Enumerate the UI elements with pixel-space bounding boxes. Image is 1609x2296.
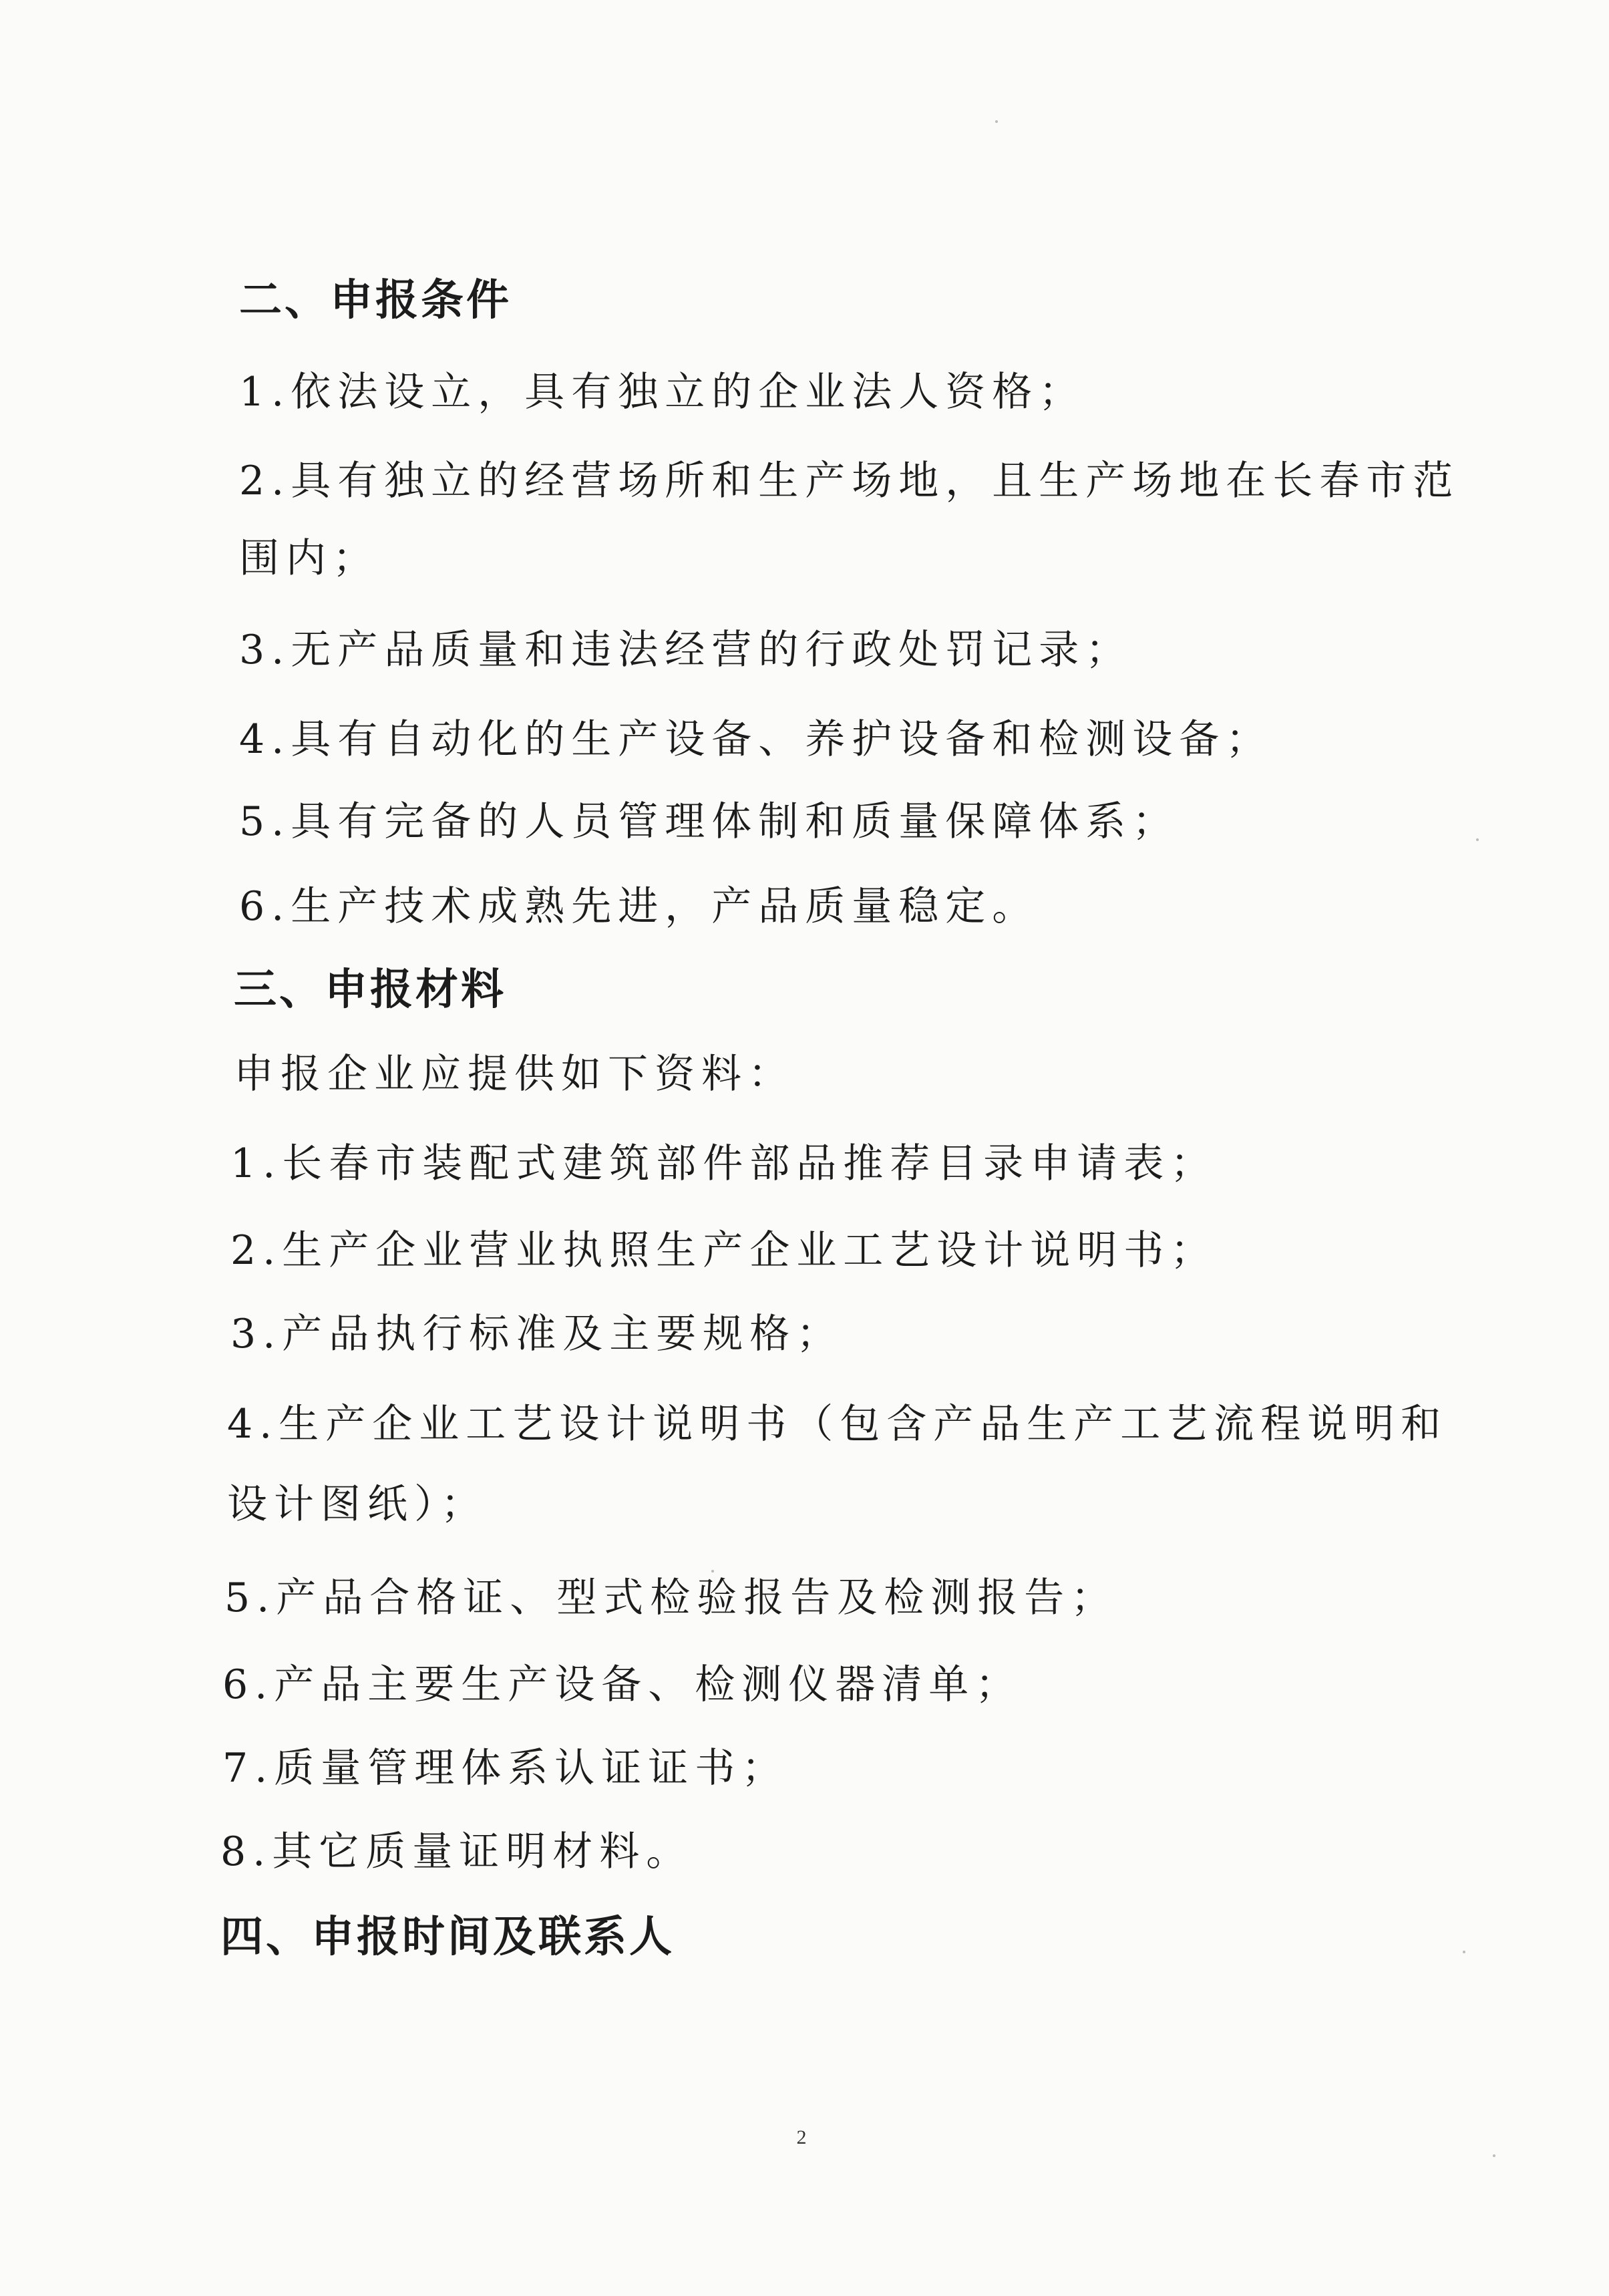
scan-speck xyxy=(711,1570,714,1573)
scan-speck xyxy=(1476,838,1479,841)
material-item: 3.产品执行标准及主要规格； xyxy=(230,1311,844,1357)
material-item: 1.长春市装配式建筑部件部品推荐目录申请表； xyxy=(230,1140,1218,1187)
page-number: 2 xyxy=(796,2126,807,2148)
condition-item: 2.具有独立的经营场所和生产场地，且生产场地在长春市范 xyxy=(239,458,1460,504)
condition-item: 6.生产技术成熟先进，产品质量稳定。 xyxy=(239,883,1039,930)
materials-intro: 申报企业应提供如下资料： xyxy=(234,1051,795,1098)
condition-item: 3.无产品质量和违法经营的行政处罚记录； xyxy=(239,627,1133,673)
material-item-continuation: 设计图纸）； xyxy=(227,1481,488,1528)
scan-speck xyxy=(1463,1951,1465,1953)
material-item: 6.产品主要生产设备、检测仪器清单； xyxy=(222,1661,1023,1708)
material-item: 5.产品合格证、型式检验报告及检测报告； xyxy=(224,1575,1118,1621)
material-item: 4.生产企业工艺设计说明书（包含产品生产工艺流程说明和 xyxy=(227,1401,1448,1448)
section-heading-time-and-contact: 四、申报时间及联系人 xyxy=(220,1913,675,1962)
scan-speck xyxy=(1493,2154,1495,2157)
section-heading-application-conditions: 二、申报条件 xyxy=(239,276,512,325)
scan-speck xyxy=(995,120,998,123)
condition-item: 1.依法设立，具有独立的企业法人资格； xyxy=(239,369,1086,416)
material-item: 7.质量管理体系认证证书； xyxy=(222,1745,789,1792)
condition-item: 5.具有完备的人员管理体制和质量保障体系； xyxy=(239,798,1180,845)
section-heading-application-materials: 三、申报材料 xyxy=(234,965,506,1015)
material-item: 2.生产企业营业执照生产企业工艺设计说明书； xyxy=(230,1227,1218,1274)
material-item: 8.其它质量证明材料。 xyxy=(220,1828,693,1875)
condition-item: 4.具有自动化的生产设备、养护设备和检测设备； xyxy=(239,716,1273,763)
condition-item-continuation: 围内； xyxy=(239,535,379,582)
